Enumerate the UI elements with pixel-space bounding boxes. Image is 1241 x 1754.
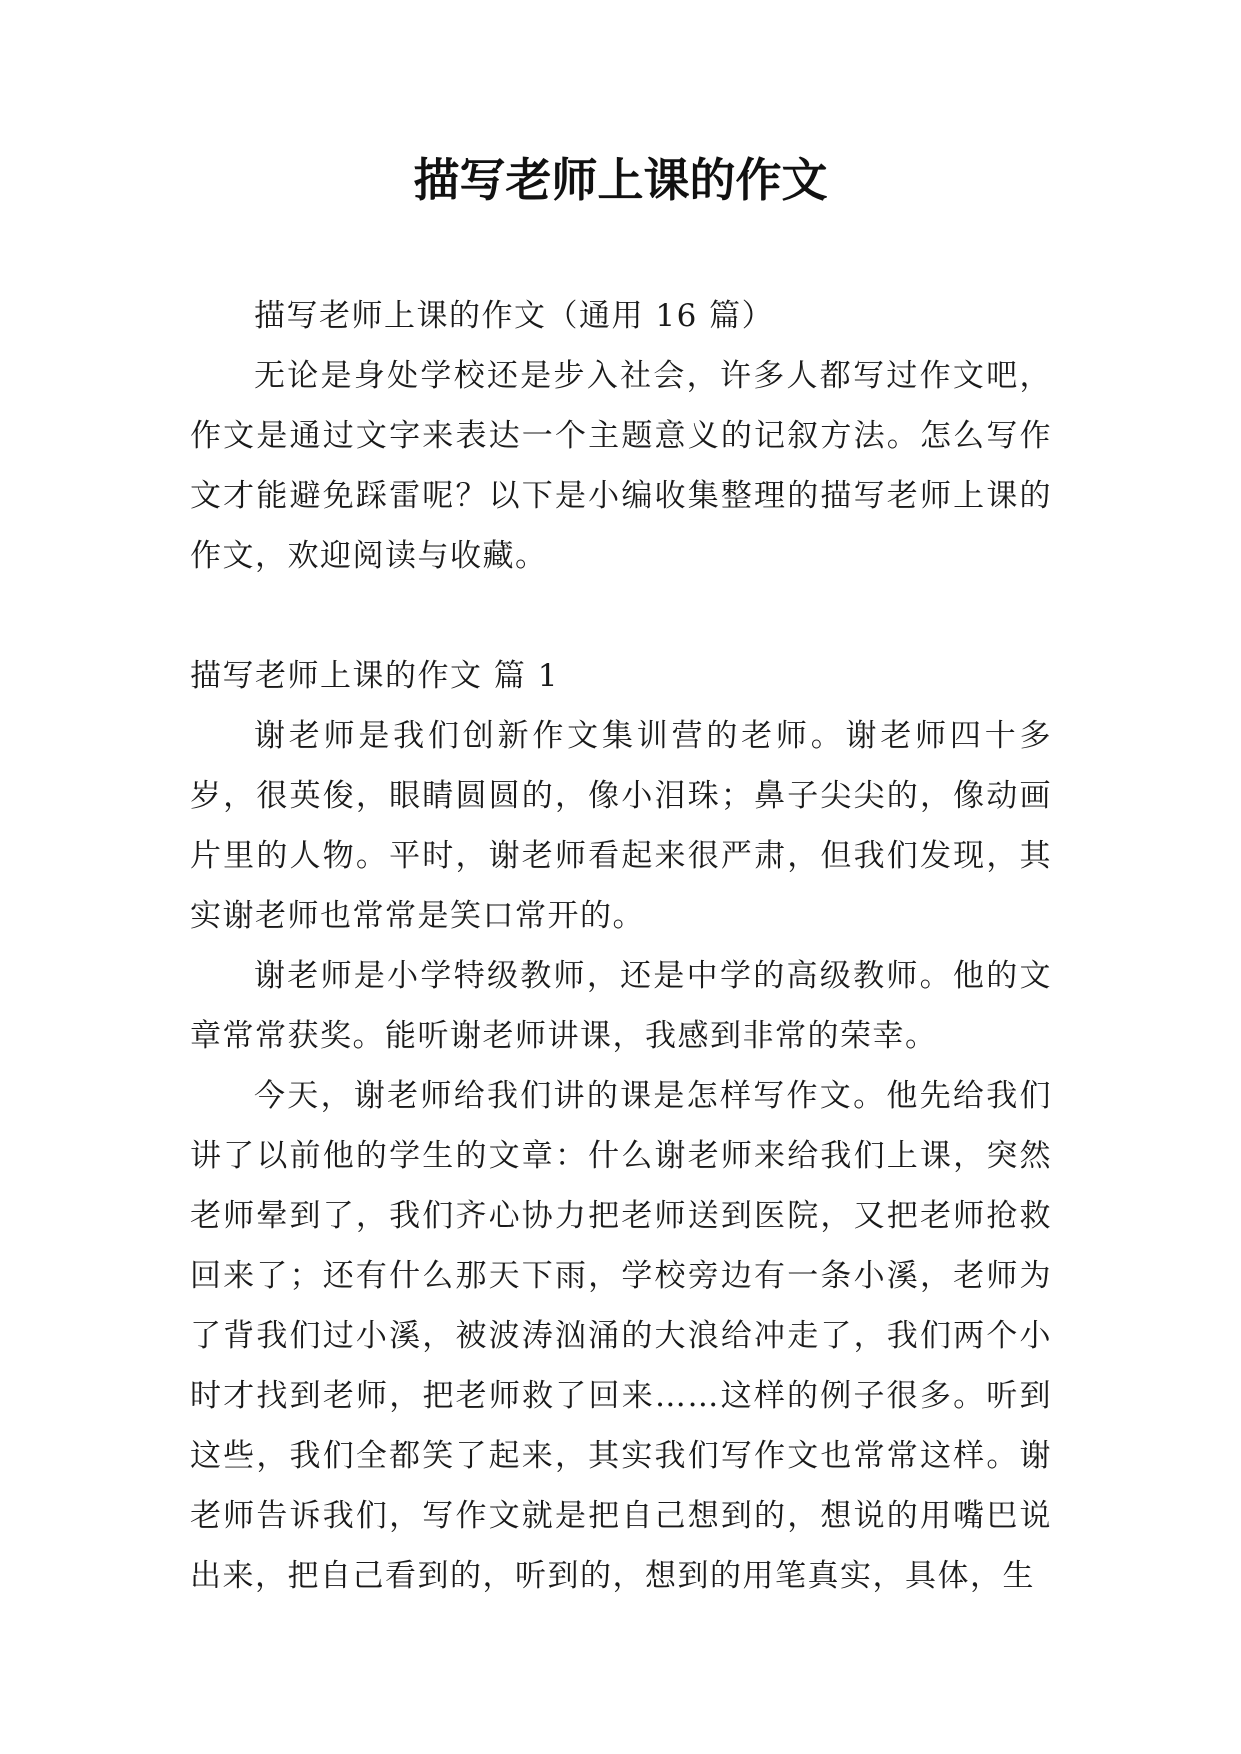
- section-spacer: [190, 586, 1052, 646]
- intro-paragraph: 无论是身处学校还是步入社会，许多人都写过作文吧，作文是通过文字来表达一个主题意义的记叙方法。怎么写作文才能避免踩雷呢？以下是小编收集整理的描写老师上课的作文，欢迎阅读与收藏。: [190, 358, 1052, 574]
- document-subtitle: 描写老师上课的作文（通用 16 篇）: [254, 298, 775, 334]
- body-paragraph: 谢老师是小学特级教师，还是中学的高级教师。他的文章常常获奖。能听谢老师讲课，我感到非常的荣幸。: [190, 958, 1052, 1054]
- document-title: 描写老师上课的作文: [413, 153, 828, 207]
- body-paragraph: 今天，谢老师给我们讲的课是怎样写作文。他先给我们讲了以前他的学生的文章：什么谢老师来给我们上课，突然老师晕到了，我们齐心协力把老师送到医院，又把老师抢救回来了；还有什么那天下雨，学校旁边有一条小溪，老师为了背我们过小溪，被波涛汹涌的大浪给冲走了，我们两个小时才找到老师，把老师救了回来……这样的例子很多。听到这些，我们全都笑了起来，其实我们写作文也常常这样。谢老师告诉我们，写作文就是把自己想到的，想说的用嘴巴说出来，把自己看到的，听到的，想到的用笔真实，具体，生: [190, 1078, 1052, 1594]
- document-body: [190, 286, 1052, 1606]
- section-heading: 描写老师上课的作文 篇 1: [190, 658, 559, 694]
- body-paragraph: 谢老师是我们创新作文集训营的老师。谢老师四十多岁，很英俊，眼睛圆圆的，像小泪珠；鼻子尖尖的，像动画片里的人物。平时，谢老师看起来很严肃，但我们发现，其实谢老师也常常是笑口常开的。: [190, 718, 1052, 934]
